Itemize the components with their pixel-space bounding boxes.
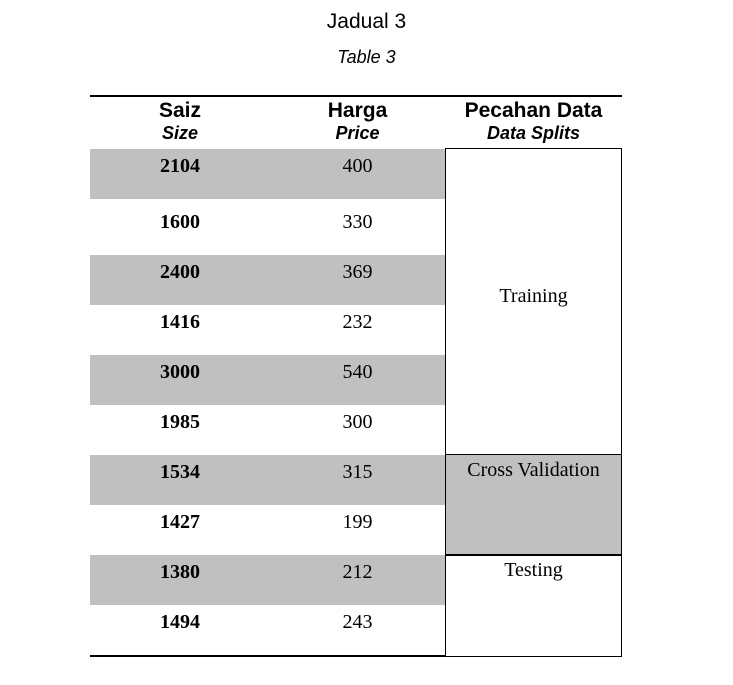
split-cross-validation: [445, 454, 622, 556]
split-training-label: Training: [499, 285, 568, 307]
size-cell: 1380: [160, 561, 200, 583]
price-cell: 540: [342, 361, 373, 383]
table-row: [90, 305, 445, 355]
price-cell: 369: [342, 261, 373, 283]
size-cell: 1534: [160, 461, 200, 483]
header-split: [445, 99, 622, 149]
table-bottom-rule: [90, 655, 445, 657]
table-row: [90, 205, 445, 255]
price-cell: 300: [342, 411, 373, 433]
price-cell: 400: [342, 155, 373, 177]
split-testing-label: Testing: [504, 559, 563, 581]
table-row: [90, 605, 445, 655]
table-subtitle: Table 3: [337, 47, 396, 67]
table-row: [90, 355, 445, 405]
size-cell: 3000: [160, 361, 200, 383]
table-row: [90, 505, 445, 555]
price-cell: 330: [342, 211, 373, 233]
size-cell: 2104: [160, 155, 200, 177]
table-row: [90, 405, 445, 455]
header-price-malay: Harga: [327, 99, 388, 122]
price-cell: 243: [342, 611, 373, 633]
table-title: Jadual 3: [326, 10, 407, 33]
header-size-english: Size: [161, 123, 199, 143]
price-cell: 232: [342, 311, 373, 333]
size-cell: 2400: [160, 261, 200, 283]
split-testing: [445, 554, 622, 657]
header-price-english: Price: [335, 123, 380, 143]
table-row: [90, 149, 445, 199]
price-cell: 212: [342, 561, 373, 583]
split-cross-validation-label: Cross Validation: [467, 459, 600, 481]
data-table: [90, 95, 622, 657]
size-cell: 1416: [160, 311, 200, 333]
header-price: [270, 99, 445, 149]
size-cell: 1985: [160, 411, 200, 433]
size-cell: 1600: [160, 211, 200, 233]
table-row: [90, 255, 445, 305]
price-cell: 315: [342, 461, 373, 483]
header-split-malay: Pecahan Data: [464, 99, 603, 122]
table-row: [90, 555, 445, 605]
table-top-rule: [90, 95, 622, 97]
header-size-malay: Saiz: [158, 99, 202, 122]
size-cell: 1427: [160, 511, 200, 533]
header-size: [90, 99, 270, 149]
header-split-english: Data Splits: [486, 123, 581, 143]
size-cell: 1494: [160, 611, 200, 633]
price-cell: 199: [342, 511, 373, 533]
split-training: [445, 148, 622, 456]
table-row: [90, 455, 445, 505]
